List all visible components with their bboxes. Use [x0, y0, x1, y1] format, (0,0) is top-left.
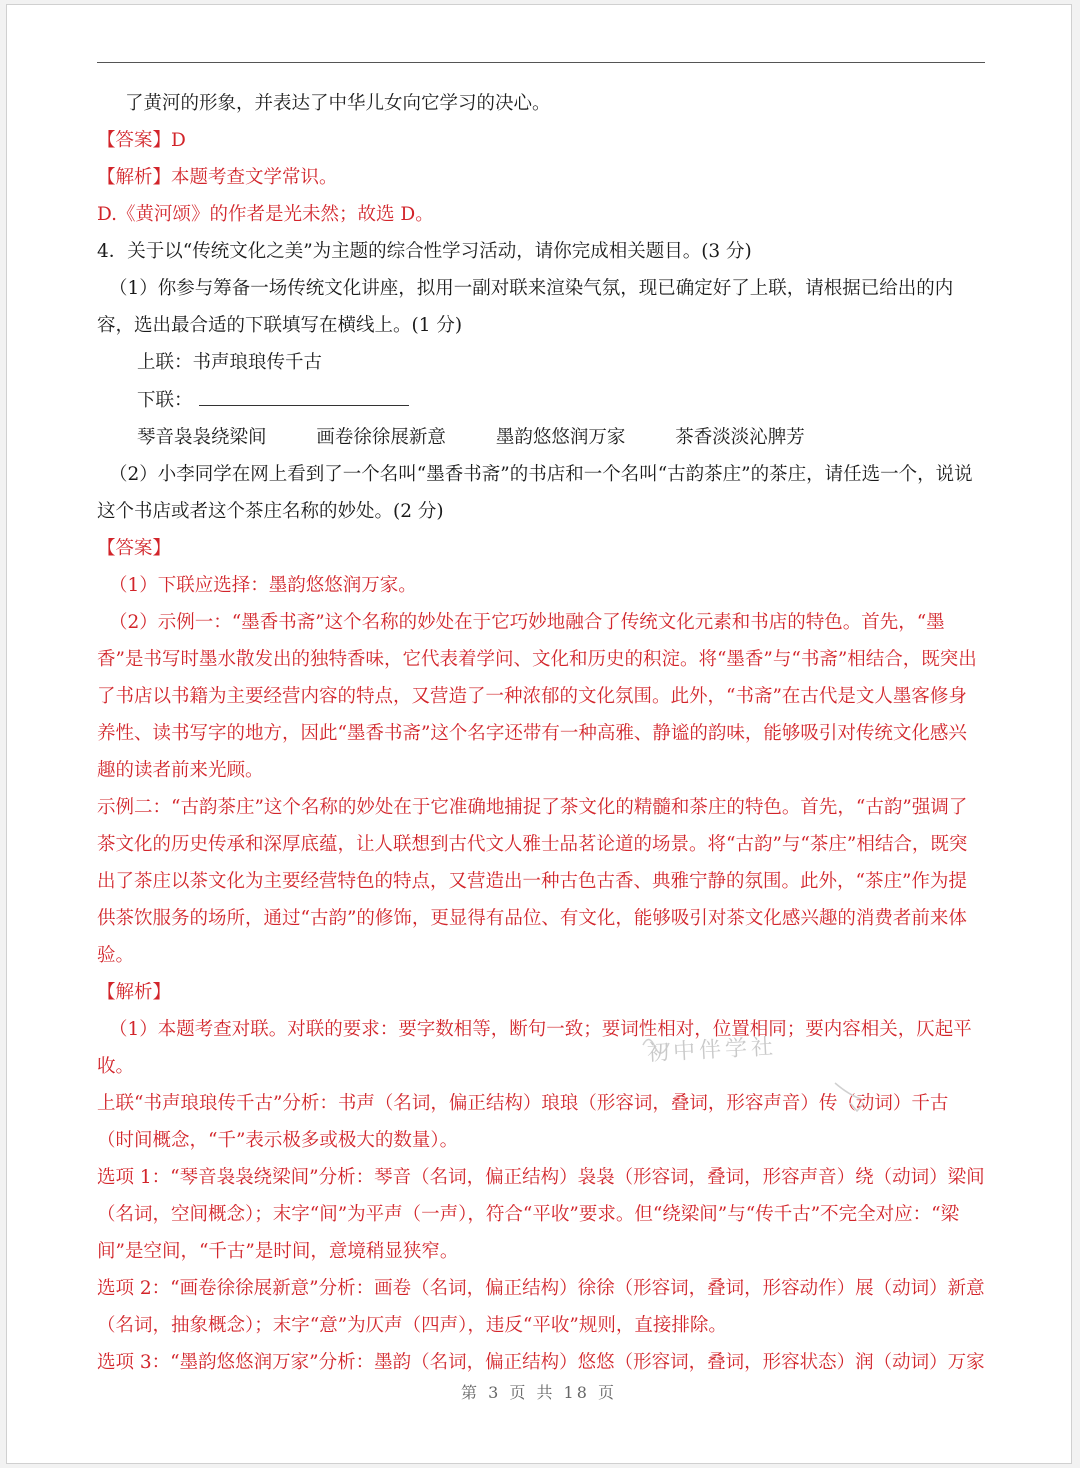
analysis-option-2: 选项 2：“画卷徐徐展新意”分析：画卷（名词，偏正结构）徐徐（形容词，叠词，形容动作）展（动词）新意（名词，抽象概念）；末字“意”为仄声（四声），违反“平收”规则，直接排除。 [97, 1278, 985, 1336]
analysis-line: 【解析】本题考查文学常识。 [97, 167, 338, 188]
option-3: 墨韵悠悠润万家 [495, 427, 626, 448]
page-footer: 第 3 页 共 18 页 [461, 1383, 617, 1402]
answer-blank [199, 381, 409, 406]
answer-example-2: 示例二：“古韵茶庄”这个名称的妙处在于它准确地捕捉了茶文化的精髓和茶庄的特色。首先，“古韵”强调了茶文化的历史传承和深厚底蕴，让人联想到古代文人雅士品茗论道的场景。将“古韵”与“茶庄”相结合，既突出了茶庄以茶文化为主要经营特色的特点，又营造出一种古色古香、典雅宁静的氛围。此外，“茶庄”作为提供茶饮服务的场所，通过“古韵”的修饰，更显得有品位、有文化，能够吸引对茶文化感兴趣的消费者前来体验。 [97, 797, 968, 966]
analysis-detail: D.《黄河颂》的作者是光未然；故选 D。 [97, 204, 434, 225]
prev-answer-tail: 了黄河的形象，并表达了中华儿女向它学习的决心。 [125, 93, 551, 114]
header-rule [97, 62, 985, 63]
question-4-part-2: （2）小李同学在网上看到了一个名叫“墨香书斋”的书店和一个名叫“古韵茶庄”的茶庄，请任选一个，说说这个书店或者这个茶庄名称的妙处。(2 分) [97, 464, 973, 522]
analysis-option-3: 选项 3：“墨韵悠悠润万家”分析：墨韵（名词，偏正结构）悠悠（形容词，叠词，形容状态）润（动词）万家 [97, 1352, 985, 1373]
option-2: 画卷徐徐展新意 [316, 427, 446, 448]
couplet-lower-label: 下联： [137, 390, 193, 411]
couplet-options [97, 419, 985, 456]
couplet-upper: 上联：书声琅琅传千古 [137, 352, 323, 373]
analysis-option-1: 选项 1：“琴音袅袅绕梁间”分析：琴音（名词，偏正结构）袅袅（形容词，叠词，形容声音）绕（动词）梁间（名词，空间概念）；末字“间”为平声（一声），符合“平收”要求。但“绕梁间”与“传千古”不完全对应：“梁间”是空间，“千古”是时间，意境稍显狭窄。 [97, 1167, 985, 1262]
answer-heading: 【答案】 [97, 538, 172, 559]
answer-example-1: （2）示例一：“墨香书斋”这个名称的妙处在于它巧妙地融合了传统文化元素和书店的特色。首先，“墨香”是书写时墨水散发出的独特香味，它代表着学问、文化和历史的积淀。将“墨香”与“书斋”相结合，既突出了书店以书籍为主要经营内容的特点，又营造了一种浓郁的文化氛围。此外，“书斋”在古代是文人墨客修身养性、读书写字的地方，因此“墨香书斋”这个名字还带有一种高雅、静谧的韵味，能够吸引对传统文化感兴趣的读者前来光顾。 [97, 612, 977, 781]
answer-part-1: （1）下联应选择：墨韵悠悠润万家。 [109, 575, 417, 596]
watermark: 初中伴学社 [646, 1034, 778, 1067]
analysis-upper-couplet: 上联“书声琅琅传千古”分析：书声（名词，偏正结构）琅琅（形容词，叠词，形容声音）传（动词）千古（时间概念，“千”表示极多或极大的数量）。 [97, 1093, 949, 1151]
option-4: 茶香淡淡沁脾芳 [675, 427, 805, 448]
page-content [97, 85, 985, 1381]
document-page [6, 4, 1072, 1464]
analysis-heading: 【解析】 [97, 982, 172, 1003]
answer-line: 【答案】D [97, 130, 186, 151]
option-1: 琴音袅袅绕梁间 [137, 427, 267, 448]
couplet-lower-row [97, 381, 985, 419]
analysis-part-1: （1）本题考查对联。对联的要求：要字数相等，断句一致；要词性相对，位置相同；要内容相关，仄起平收。 [97, 1019, 972, 1077]
question-4-part-1: （1）你参与筹备一场传统文化讲座，拟用一副对联来渲染气氛，现已确定好了上联，请根据已给出的内容，选出最合适的下联填写在横线上。(1 分) [97, 278, 954, 336]
question-4-title: 4．关于以“传统文化之美”为主题的综合性学习活动，请你完成相关题目。(3 分) [97, 241, 752, 262]
